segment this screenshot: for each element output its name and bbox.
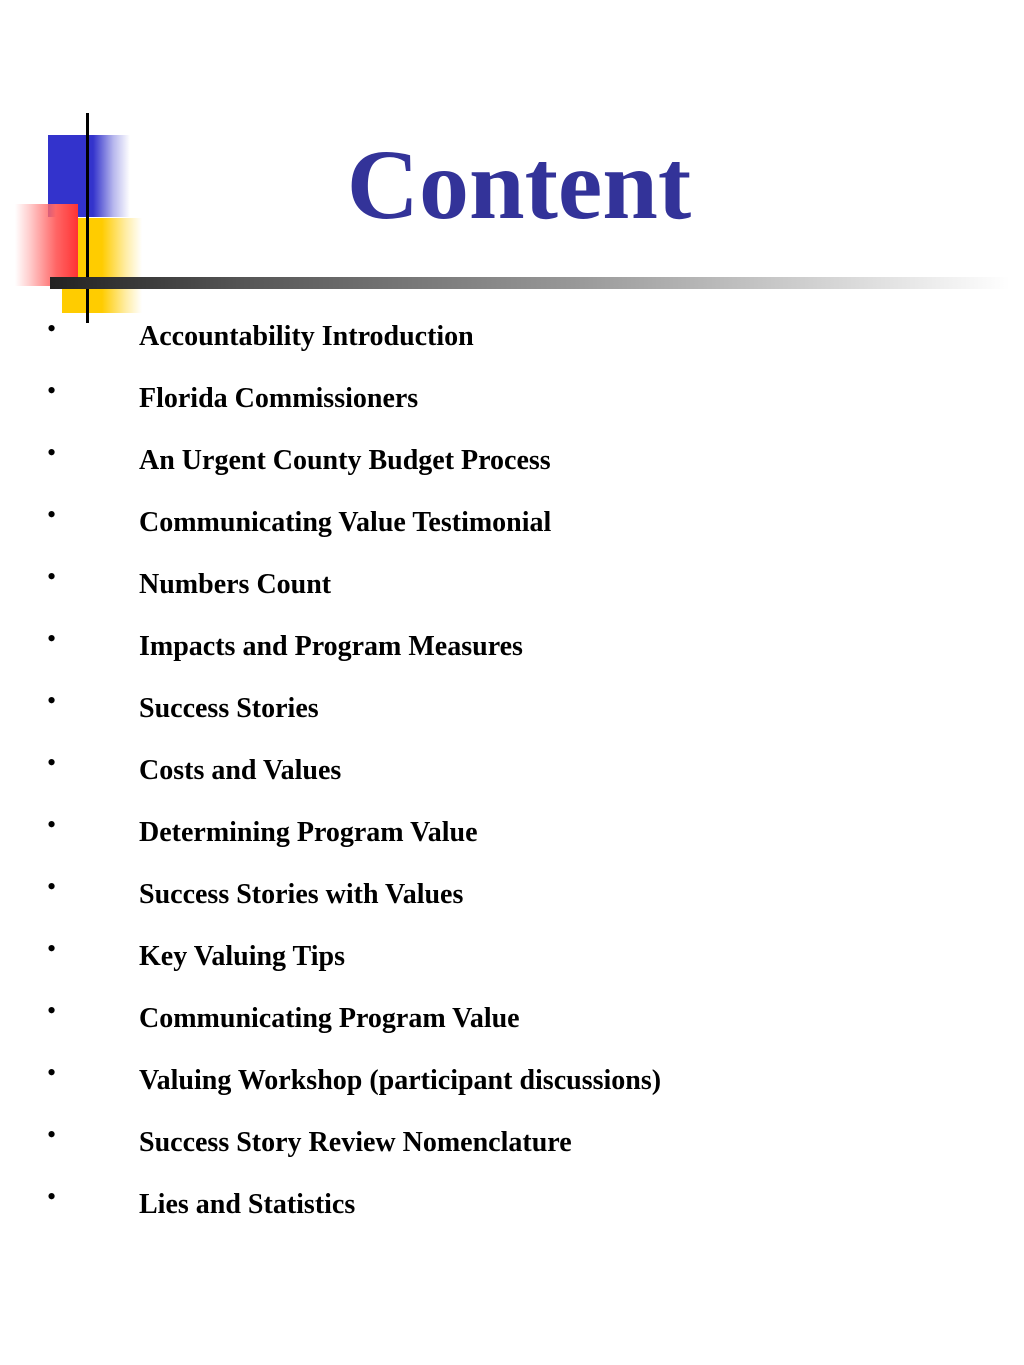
list-item-label: Costs and Values	[139, 755, 342, 786]
bullet-icon: •	[47, 686, 57, 715]
bullet-icon: •	[47, 934, 57, 963]
list-item-label: An Urgent County Budget Process	[139, 445, 551, 476]
bullet-icon: •	[47, 872, 57, 901]
bullet-icon: •	[47, 1120, 57, 1149]
bullet-icon: •	[47, 376, 57, 405]
bullet-icon: •	[47, 500, 57, 529]
list-item-label: Communicating Value Testimonial	[139, 507, 552, 538]
bullet-icon: •	[47, 562, 57, 591]
list-item-label: Determining Program Value	[139, 817, 478, 848]
list-item-label: Success Stories with Values	[139, 879, 464, 910]
list-item-label: Florida Commissioners	[139, 383, 419, 414]
bullet-icon: •	[47, 314, 57, 343]
bullet-icon: •	[47, 624, 57, 653]
bullet-icon: •	[47, 810, 57, 839]
slide-title: Content	[346, 129, 692, 240]
title-underline-bar	[50, 277, 1010, 289]
list-item-label: Communicating Program Value	[139, 1003, 520, 1034]
bullet-icon: •	[47, 748, 57, 777]
bullet-icon: •	[47, 438, 57, 467]
bullet-icon: •	[47, 1058, 57, 1087]
list-item-label: Lies and Statistics	[139, 1189, 356, 1220]
list-item-label: Numbers Count	[139, 569, 332, 600]
bullet-icon: •	[47, 1182, 57, 1211]
list-item-label: Accountability Introduction	[139, 321, 474, 352]
list-item-label: Impacts and Program Measures	[139, 631, 523, 662]
list-item-label: Valuing Workshop (participant discussions)	[139, 1065, 662, 1096]
list-item-label: Success Story Review Nomenclature	[139, 1127, 572, 1158]
bullet-icon: •	[47, 996, 57, 1025]
list-item-label: Key Valuing Tips	[139, 941, 345, 972]
list-item-label: Success Stories	[139, 693, 319, 724]
